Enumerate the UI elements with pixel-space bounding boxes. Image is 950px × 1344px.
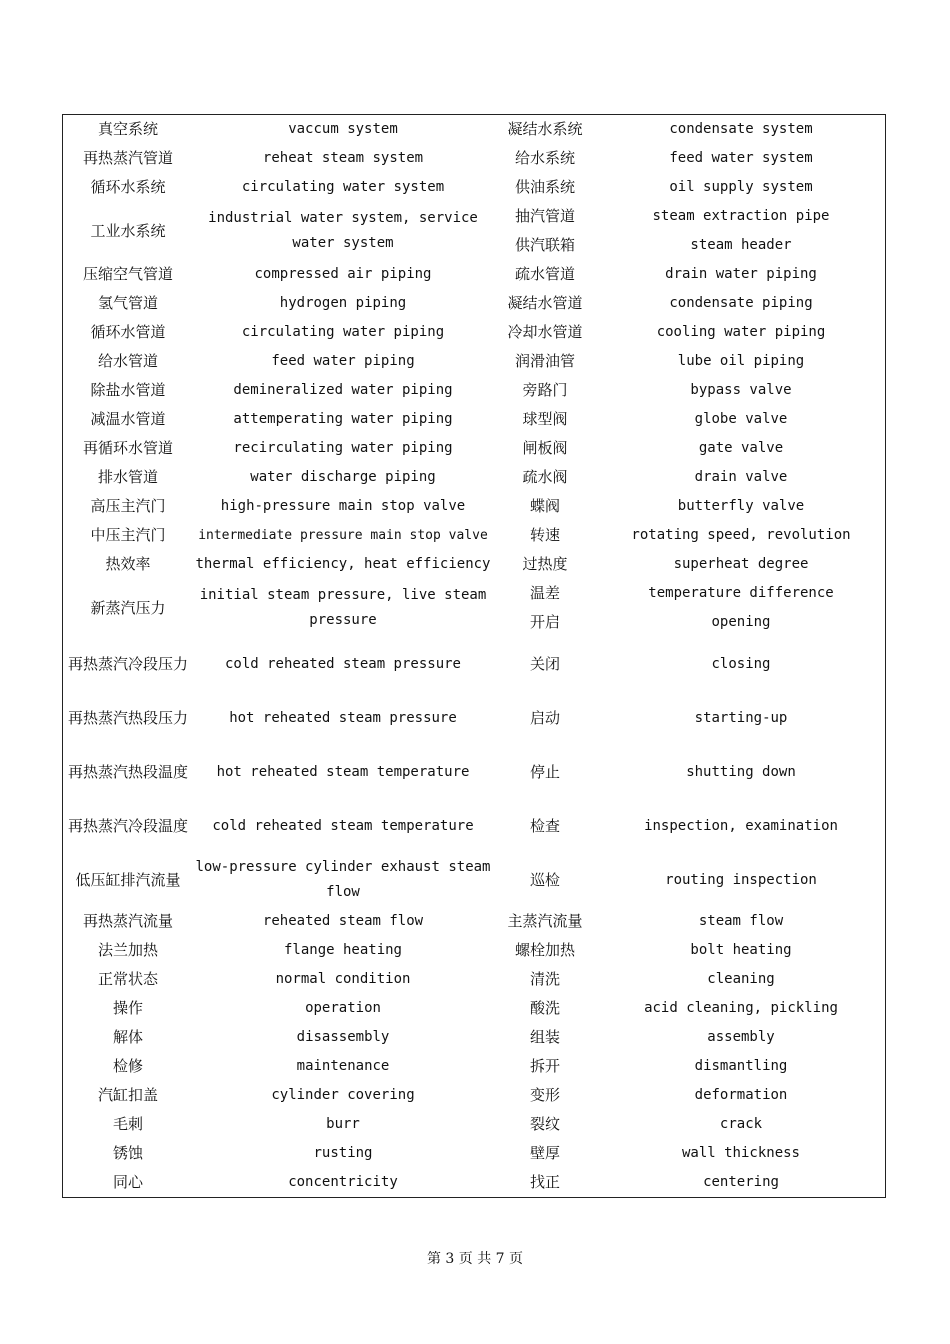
term-cn: 清洗 [529,970,560,988]
term-cn: 再循环水管道 [82,439,173,457]
term-cn: 排水管道 [97,468,158,486]
term-cn: 再热蒸汽流量 [82,912,173,930]
term-cn: 法兰加热 [97,941,158,959]
term-en: drain valve [694,469,788,485]
table-row [63,260,885,289]
table-row [63,745,885,799]
term-en: temperature difference [648,585,834,601]
term-en: crack [719,1116,763,1132]
term-cn: 抽汽管道 [514,207,575,225]
term-cn: 壁厚 [529,1144,560,1162]
term-cn: 锈蚀 [112,1144,143,1162]
term-cn: 找正 [529,1173,560,1191]
table-row [63,1081,885,1110]
table-row [63,1110,885,1139]
term-en: feed water piping [271,353,415,369]
term-en: high-pressure main stop valve [220,498,466,514]
table-row [63,936,885,965]
term-en: operation [305,1000,381,1016]
table-row [63,1023,885,1052]
term-cn: 汽缸扣盖 [97,1086,158,1104]
term-cn: 低压缸排汽流量 [75,870,181,889]
term-en: routing inspection [665,871,817,888]
term-en: thermal efficiency, heat efficiency [195,556,491,572]
term-cn: 检查 [529,816,560,835]
table-row [63,799,885,853]
sub-row [493,579,885,608]
term-en: attemperating water piping [233,411,453,427]
term-en: circulating water system [241,179,445,195]
table-row [63,637,885,691]
table-row [63,463,885,492]
term-en: bypass valve [690,382,792,398]
term-cn: 检修 [112,1057,143,1075]
table-row [63,202,885,260]
term-cn: 循环水管道 [90,323,166,341]
term-en: industrial water system, service water system [208,210,478,251]
table-row [63,376,885,405]
table-row [63,434,885,463]
term-en: initial steam pressure, live steam pressure [199,587,487,628]
glossary-table [62,114,886,1198]
term-en: low-pressure cylinder exhaust steam flow [195,859,491,900]
term-en: recirculating water piping [233,440,453,456]
term-en: condensate piping [669,295,813,311]
term-cn: 循环水系统 [90,178,166,196]
term-en: steam header [690,237,792,253]
term-cn: 毛刺 [112,1115,143,1133]
term-en: gate valve [698,440,784,456]
term-cn: 启动 [529,708,560,727]
table-row [63,318,885,347]
table-row [63,1052,885,1081]
term-cn: 压缩空气管道 [82,265,173,283]
term-cn: 巡检 [529,870,560,889]
table-row [63,907,885,936]
term-cn: 除盐水管道 [90,381,166,399]
split-cell [493,202,885,260]
sub-row [493,608,885,637]
term-cn: 拆开 [529,1057,560,1075]
term-cn: 开启 [529,613,560,631]
term-cn: 疏水阀 [522,468,568,486]
table-row [63,691,885,745]
table-row [63,115,885,144]
term-cn: 凝结水管道 [507,294,583,312]
term-cn: 温差 [529,584,560,602]
term-en: wall thickness [681,1145,800,1161]
term-en: superheat degree [673,556,809,572]
term-en: bolt heating [690,942,792,958]
term-en: hydrogen piping [279,295,407,311]
term-cn: 酸洗 [529,999,560,1017]
term-cn: 凝结水系统 [507,120,583,138]
term-cn: 供汽联箱 [514,236,575,254]
page-number: 第 3 页 共 7 页 [426,1251,524,1267]
term-cn: 再热蒸汽冷段温度 [67,816,188,835]
term-cn: 再热蒸汽冷段压力 [67,654,188,673]
term-en: butterfly valve [677,498,805,514]
term-cn: 裂纹 [529,1115,560,1133]
sub-row [493,202,885,231]
term-en: normal condition [275,971,411,987]
term-en: lube oil piping [677,353,805,369]
term-cn: 组装 [529,1028,560,1046]
term-cn: 同心 [112,1173,143,1191]
term-en: cooling water piping [656,324,826,340]
term-cn: 球型阀 [522,410,568,428]
term-cn: 螺栓加热 [514,941,575,959]
sub-row [493,231,885,260]
term-cn: 旁路门 [522,381,568,399]
term-cn: 高压主汽门 [90,497,166,515]
term-cn: 再热蒸汽管道 [82,149,173,167]
term-en: maintenance [296,1058,390,1074]
term-cn: 正常状态 [97,970,158,988]
term-en: centering [703,1174,779,1190]
term-en: steam extraction pipe [652,208,830,224]
table-row [63,521,885,550]
term-en: cleaning [707,971,775,987]
split-cell [493,579,885,637]
term-cn: 再热蒸汽热段压力 [67,708,188,727]
table-row [63,289,885,318]
term-cn: 中压主汽门 [90,526,166,544]
table-row [63,853,885,907]
term-cn: 变形 [529,1086,560,1104]
term-cn: 工业水系统 [90,221,166,240]
term-en: oil supply system [669,179,813,195]
term-en: demineralized water piping [233,382,453,398]
term-en: concentricity [288,1174,398,1190]
term-cn: 再热蒸汽热段温度 [67,762,188,781]
term-cn: 新蒸汽压力 [90,598,166,617]
term-cn: 解体 [112,1028,143,1046]
term-en: reheat steam system [262,150,424,166]
table-row [63,1168,885,1197]
term-en: disassembly [296,1029,390,1045]
term-en: cylinder covering [271,1087,415,1103]
term-en: burr [326,1116,360,1132]
term-cn: 供油系统 [514,178,575,196]
term-en: hot reheated steam pressure [229,709,457,726]
term-en: assembly [707,1029,775,1045]
term-en: flange heating [283,942,402,958]
term-en: vaccum system [288,121,398,137]
table-row [63,347,885,376]
table-row [63,173,885,202]
term-en: dismantling [694,1058,788,1074]
term-cn: 热效率 [105,555,151,573]
term-en: shutting down [686,763,796,780]
term-en: opening [711,614,771,630]
term-en: inspection, examination [644,817,838,834]
table-row [63,550,885,579]
term-en: acid cleaning, pickling [644,1000,838,1016]
term-en: rotating speed, revolution [631,527,851,543]
term-cn: 闸板阀 [522,439,568,457]
term-cn: 氢气管道 [97,294,158,312]
term-cn: 真空系统 [97,120,158,138]
term-en: steam flow [698,913,784,929]
term-cn: 减温水管道 [90,410,166,428]
term-en: feed water system [669,150,813,166]
term-cn: 操作 [112,999,143,1017]
term-en: drain water piping [665,266,817,282]
term-cn: 蝶阀 [529,497,560,515]
table-row [63,405,885,434]
term-en: intermediate pressure main stop valve [198,528,488,543]
term-cn: 给水管道 [97,352,158,370]
term-cn: 给水系统 [514,149,575,167]
term-cn: 疏水管道 [514,265,575,283]
term-cn: 过热度 [522,555,568,573]
term-cn: 主蒸汽流量 [507,912,583,930]
term-en: condensate system [669,121,813,137]
table-row [63,579,885,637]
term-en: globe valve [694,411,788,427]
term-en: deformation [694,1087,788,1103]
table-row [63,965,885,994]
term-en: starting-up [694,709,788,726]
table-row [63,1139,885,1168]
term-en: cold reheated steam pressure [224,655,461,672]
term-en: hot reheated steam temperature [216,763,470,780]
term-cn: 停止 [529,762,560,781]
table-row [63,994,885,1023]
term-cn: 关闭 [529,654,560,673]
term-en: water discharge piping [250,469,436,485]
term-en: circulating water piping [241,324,445,340]
term-en: cold reheated steam temperature [212,817,474,834]
term-en: rusting [313,1145,373,1161]
table-row [63,492,885,521]
term-en: compressed air piping [254,266,432,282]
term-cn: 转速 [529,526,560,544]
term-cn: 冷却水管道 [507,323,583,341]
table-row [63,144,885,173]
term-cn: 润滑油管 [514,352,575,370]
term-en: closing [711,655,771,672]
term-en: reheated steam flow [262,913,424,929]
